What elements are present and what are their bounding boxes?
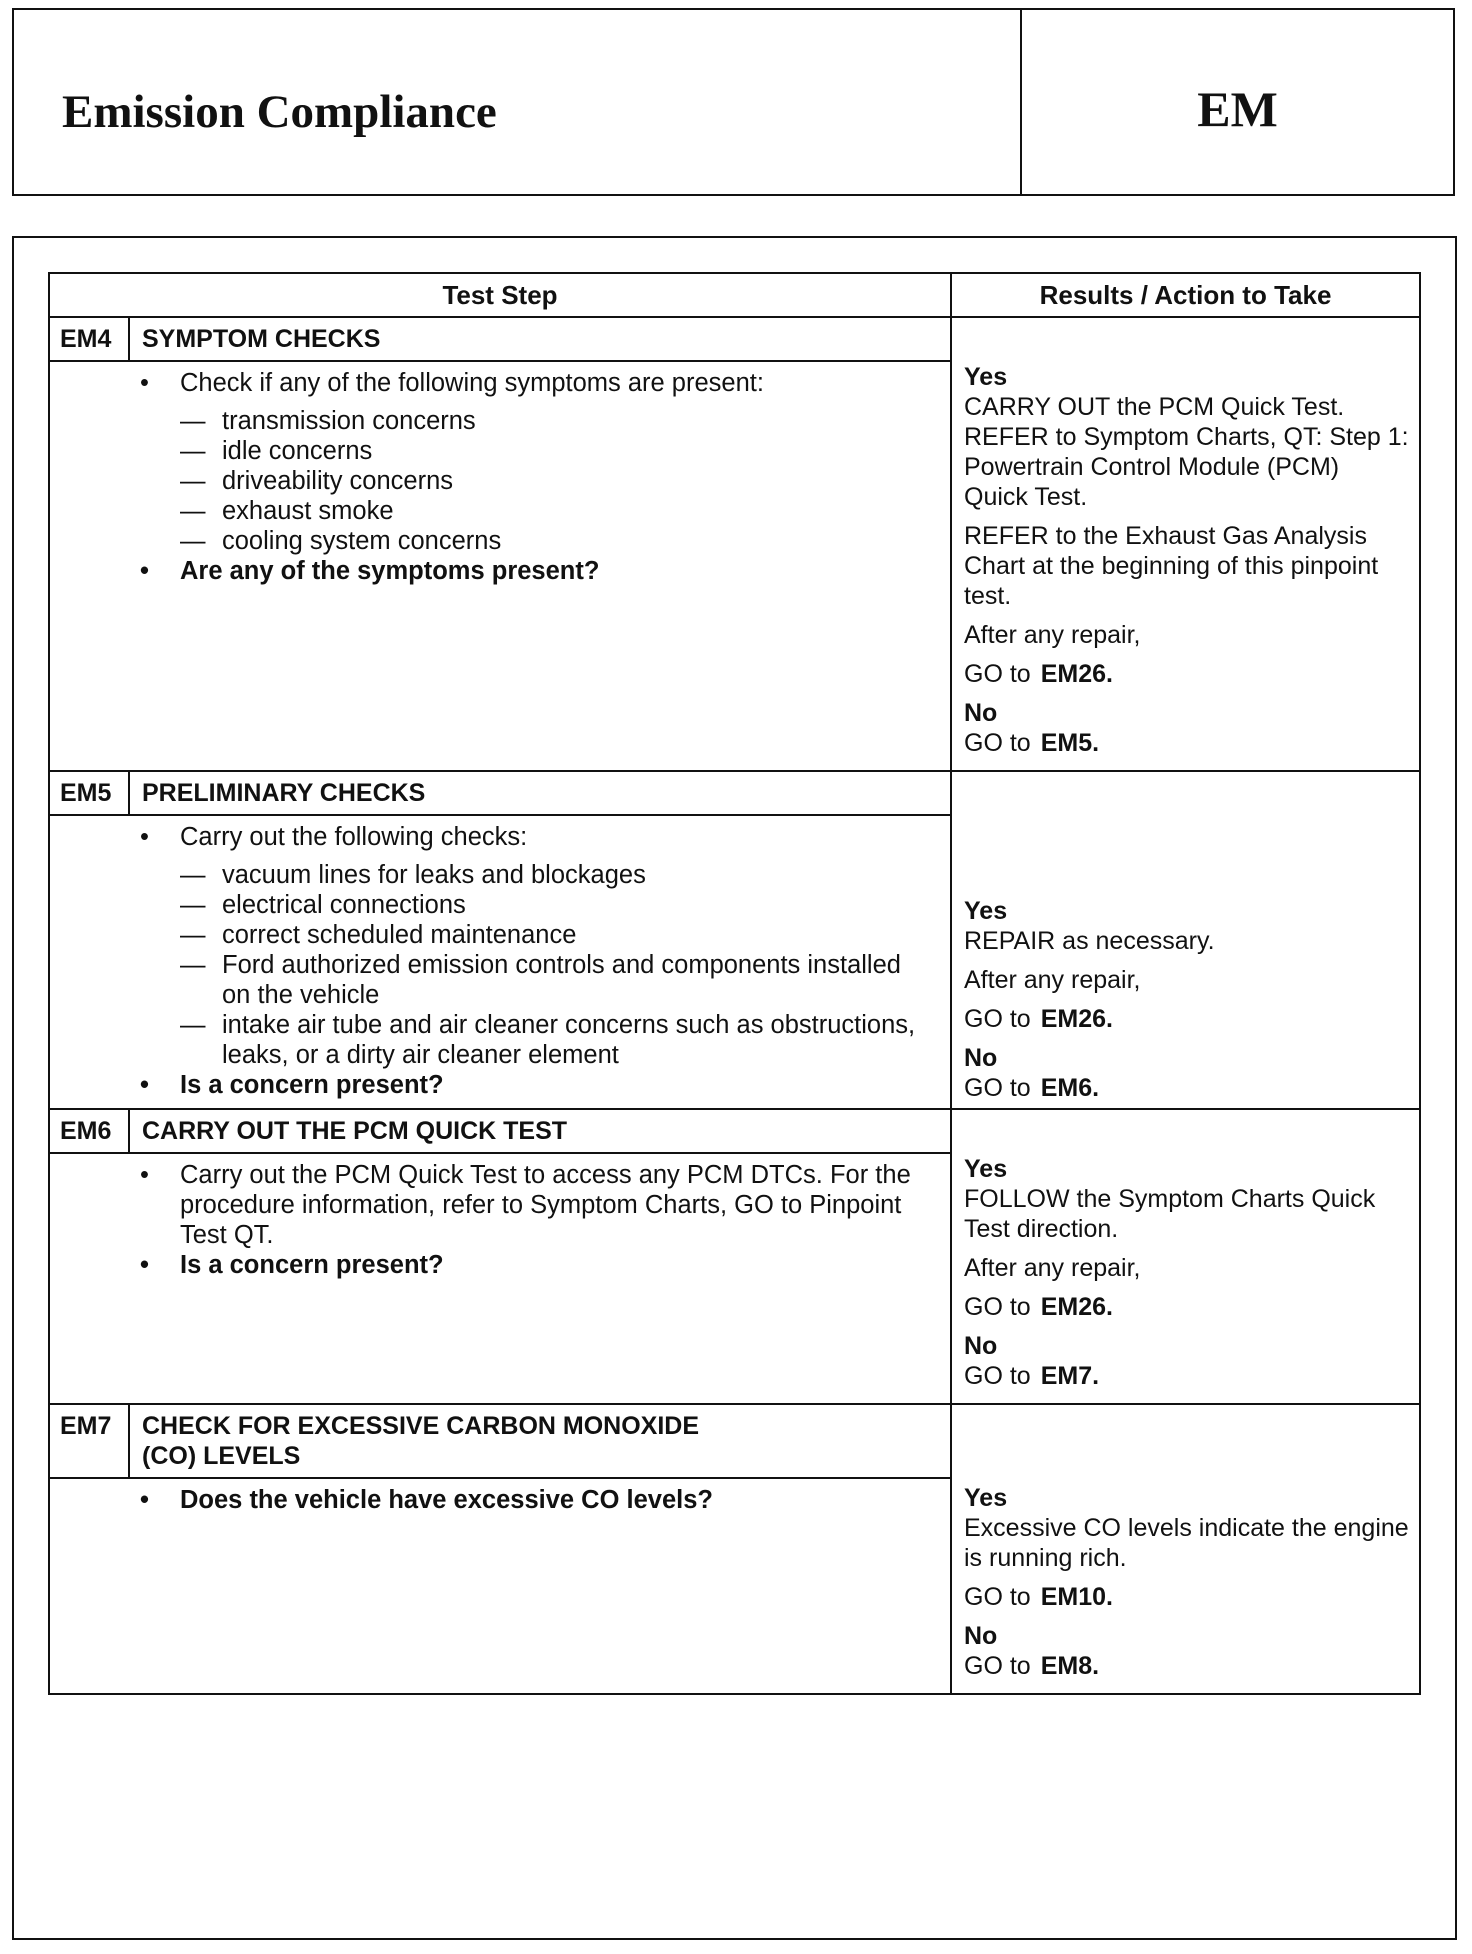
no-goto-target: EM7.: [1040, 1362, 1100, 1390]
list-item: — cooling system concerns: [180, 526, 930, 556]
yes-action-2: REFER to the Exhaust Gas Analysis Chart at the beginning of this pinpoint test.: [964, 522, 1379, 610]
no-label: No: [964, 1044, 998, 1072]
step-instructions: [50, 816, 950, 1106]
list-item: — transmission concerns: [180, 406, 930, 436]
list-item: — electrical connections: [180, 890, 930, 920]
yes-action: Excessive CO levels indicate the engine is running rich.: [964, 1514, 1409, 1572]
list-item: — driveability concerns: [180, 466, 930, 496]
list-item: — vacuum lines for leaks and blockages: [180, 860, 930, 890]
step-title: CARRY OUT THE PCM QUICK TEST: [142, 1117, 568, 1145]
step-instructions: [50, 362, 950, 592]
after-repair-text: After any repair,: [964, 621, 1141, 649]
question: • Is a concern present?: [140, 1070, 930, 1100]
yes-goto: GO to EM26.: [964, 1293, 1113, 1321]
step-title: PRELIMINARY CHECKS: [142, 779, 426, 807]
no-goto-target: EM8.: [1040, 1652, 1100, 1680]
page-title: Emission Compliance: [62, 86, 497, 138]
results-cell: [952, 1110, 1419, 1403]
instruction: • Carry out the PCM Quick Test to access any PCM DTCs. For the procedure information, refer to Symptom Charts, GO to Pinpoint Test QT.: [140, 1160, 930, 1250]
test-step-em5: [50, 772, 1419, 1110]
yes-goto-target: EM10.: [1040, 1583, 1113, 1611]
list-item: — idle concerns: [180, 436, 930, 466]
yes-goto-target: EM26.: [1040, 1293, 1113, 1321]
yes-goto: GO to EM10.: [964, 1583, 1113, 1611]
instruction: • Check if any of the following symptoms are present:: [140, 368, 930, 398]
page-header: [12, 8, 1455, 196]
no-goto: GO to EM7.: [964, 1362, 1100, 1390]
no-label: No: [964, 1332, 998, 1360]
yes-goto-target: EM26.: [1040, 660, 1113, 688]
no-label: No: [964, 699, 998, 727]
step-id: EM7: [50, 1405, 130, 1477]
symptom-list: [140, 406, 930, 556]
step-id: EM5: [50, 772, 130, 814]
after-repair-text: After any repair,: [964, 966, 1141, 994]
yes-action: FOLLOW the Symptom Charts Quick Test direction.: [964, 1185, 1376, 1243]
test-step-em6: [50, 1110, 1419, 1405]
list-item: — intake air tube and air cleaner concerns such as obstructions, leaks, or a dirty air cleaner element: [180, 1010, 930, 1070]
column-header-results: Results / Action to Take: [1039, 280, 1332, 310]
check-list: [140, 860, 930, 1070]
question: • Are any of the symptoms present?: [140, 556, 930, 586]
no-goto-target: EM5.: [1040, 729, 1100, 757]
test-step-em4: [50, 318, 1419, 772]
yes-goto-target: EM26.: [1040, 1005, 1113, 1033]
step-id: EM4: [50, 318, 130, 360]
list-item: — exhaust smoke: [180, 496, 930, 526]
step-title: CHECK FOR EXCESSIVE CARBON MONOXIDE (CO) LEVELS: [142, 1412, 700, 1470]
results-cell: [952, 1405, 1419, 1693]
yes-goto: GO to EM26.: [964, 660, 1113, 688]
question: • Is a concern present?: [140, 1250, 930, 1280]
yes-goto: GO to EM26.: [964, 1005, 1113, 1033]
no-goto: GO to EM5.: [964, 729, 1100, 757]
instruction: • Carry out the following checks:: [140, 822, 930, 852]
results-cell: [952, 772, 1419, 1108]
yes-label: Yes: [964, 363, 1008, 391]
section-code: EM: [1197, 81, 1278, 137]
no-goto-target: EM6.: [1040, 1074, 1100, 1102]
no-goto: GO to EM8.: [964, 1652, 1100, 1680]
no-label: No: [964, 1622, 998, 1650]
list-item: — Ford authorized emission controls and components installed on the vehicle: [180, 950, 930, 1010]
step-instructions: [50, 1154, 950, 1286]
column-header-test-step: Test Step: [50, 274, 952, 316]
step-title: SYMPTOM CHECKS: [142, 325, 381, 353]
pinpoint-test-table: [48, 272, 1421, 1695]
results-cell: [952, 318, 1419, 770]
yes-action: CARRY OUT the PCM Quick Test. REFER to Symptom Charts, QT: Step 1: Powertrain Control Module (PCM) Quick Test.: [964, 393, 1409, 511]
table-header: [50, 274, 1419, 318]
test-step-em7: [50, 1405, 1419, 1693]
yes-label: Yes: [964, 1155, 1008, 1183]
no-goto: GO to EM6.: [964, 1074, 1100, 1102]
yes-label: Yes: [964, 1484, 1008, 1512]
yes-label: Yes: [964, 897, 1008, 925]
list-item: — correct scheduled maintenance: [180, 920, 930, 950]
yes-action: REPAIR as necessary.: [964, 927, 1215, 955]
question: • Does the vehicle have excessive CO levels?: [140, 1485, 930, 1515]
after-repair-text: After any repair,: [964, 1254, 1141, 1282]
step-instructions: [50, 1479, 950, 1521]
step-id: EM6: [50, 1110, 130, 1152]
